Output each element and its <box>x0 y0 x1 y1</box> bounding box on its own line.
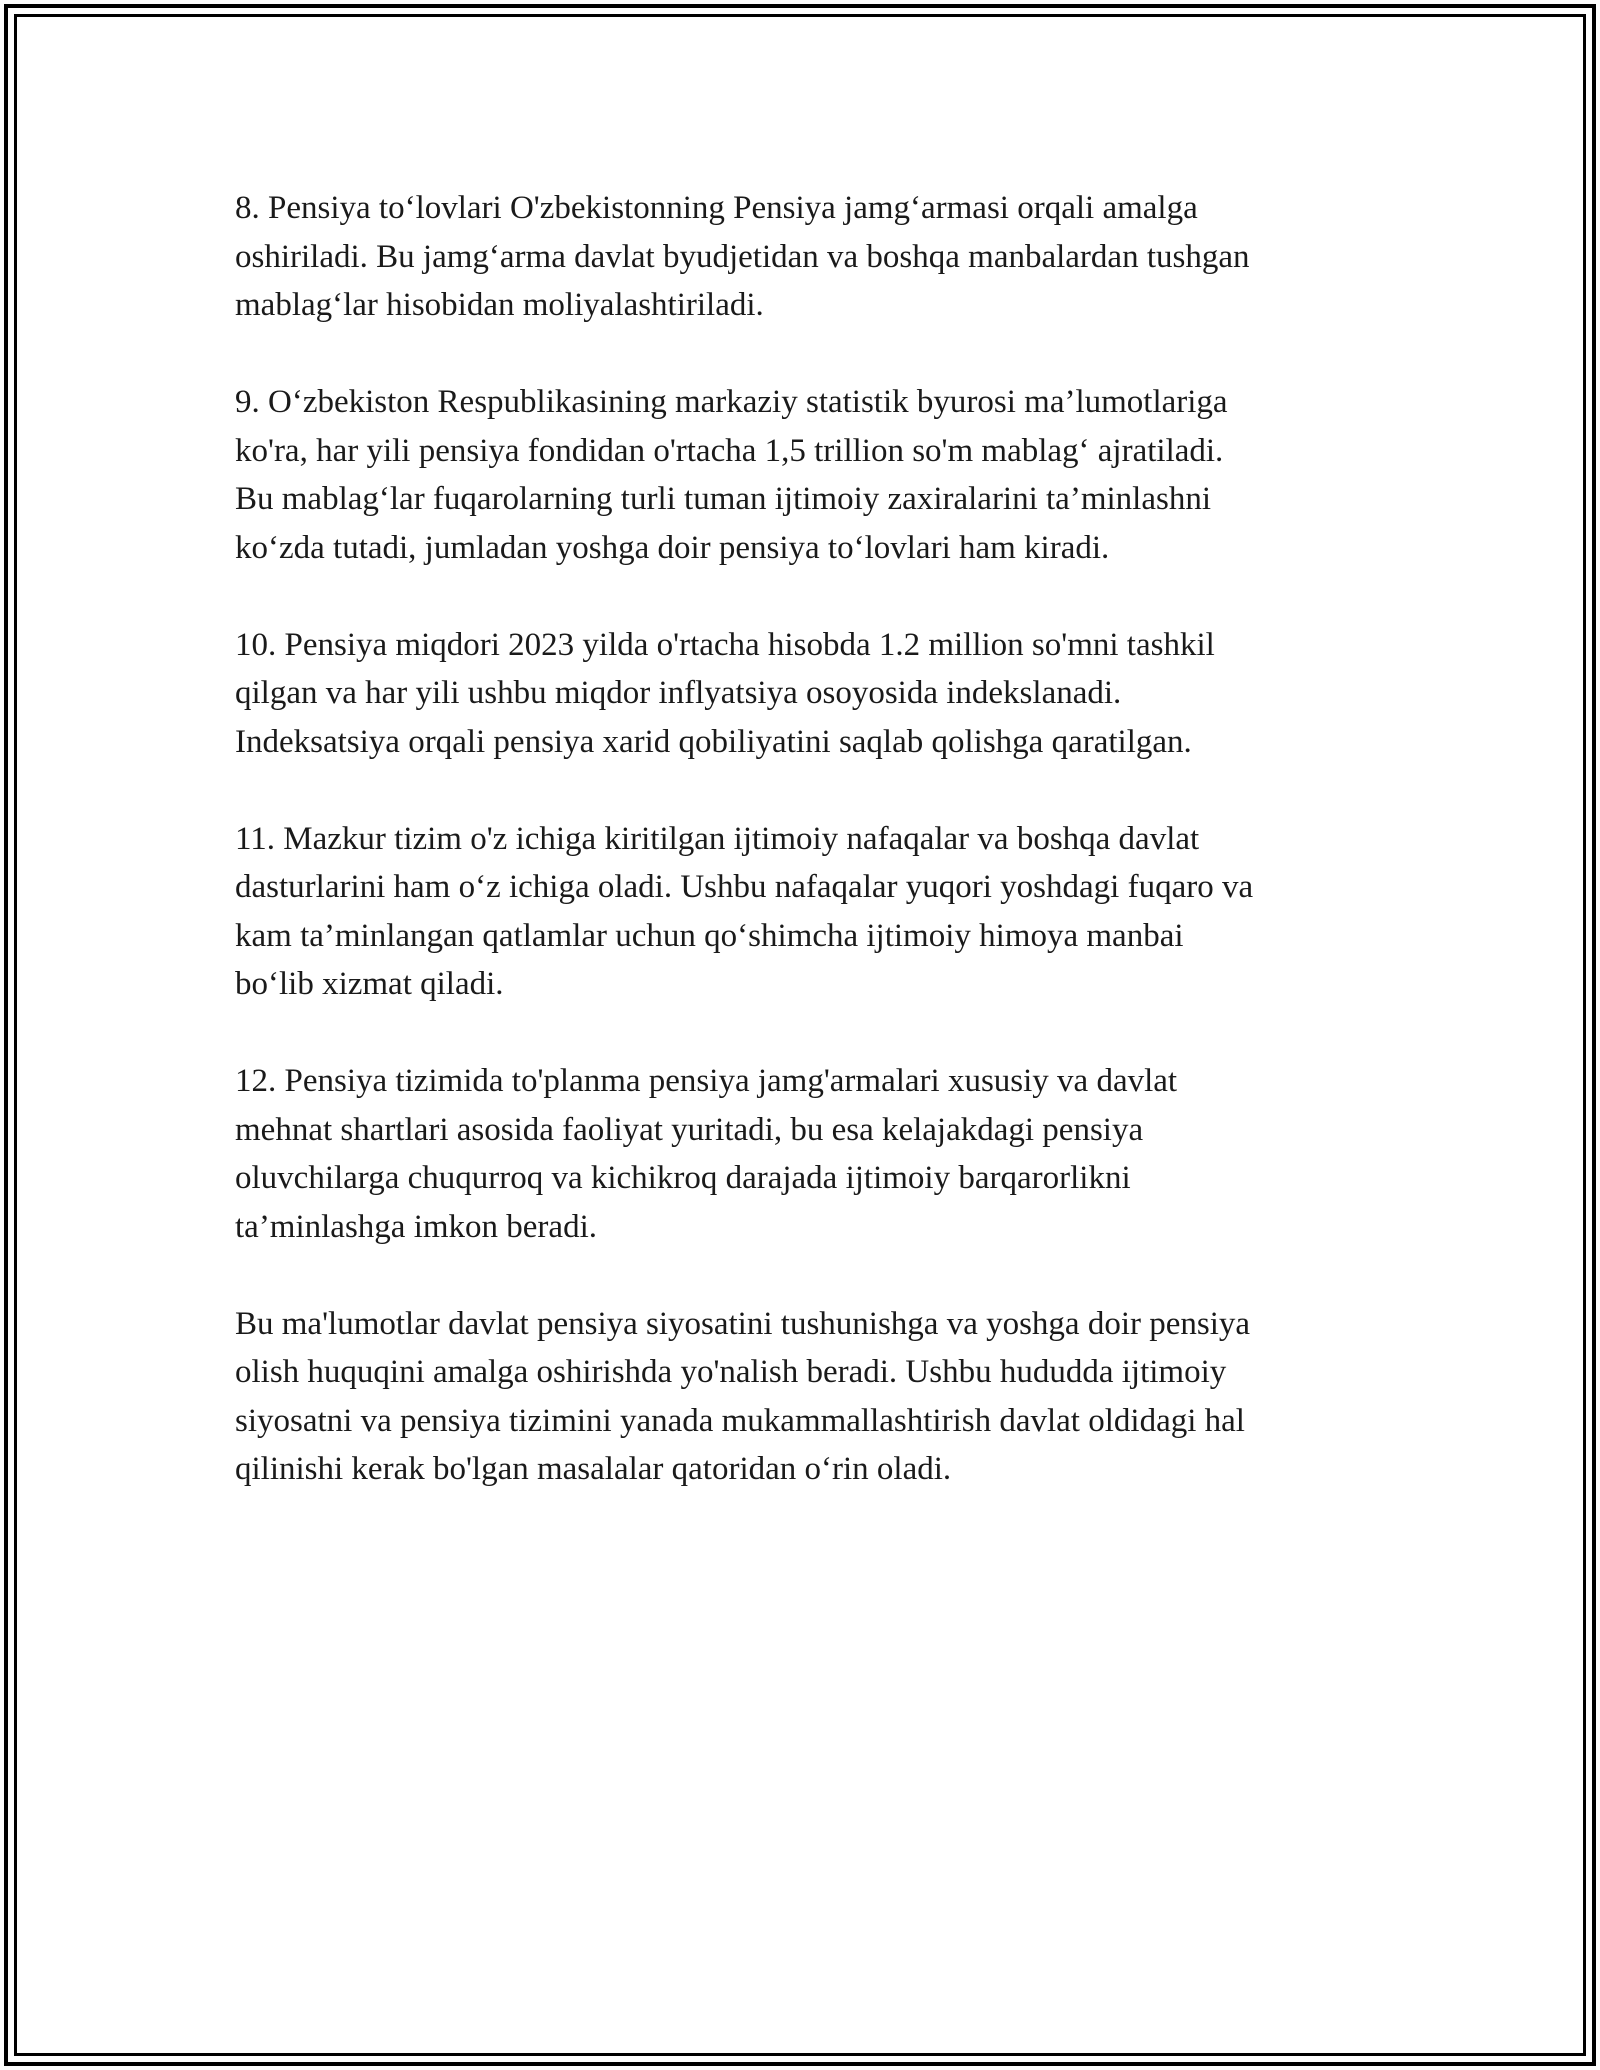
paragraph-10: 10. Pensiya miqdori 2023 yilda o'rtacha hisobda 1.2 million so'mni tashkil qilgan va har yili ushbu miqdor inflyatsiya osoyosida indekslanadi. Indeksatsiya orqali pensiya xarid qobiliyatini saqlab qolishga qaratilgan. <box>235 626 1215 760</box>
paragraph-8: 8. Pensiya to‘lovlari O'zbekistonning Pensiya jamg‘armasi orqali amalga oshiriladi. Bu jamg‘arma davlat byudjetidan va boshqa manbalardan tushgan mablag‘lar hisobidan moliyalashtiriladi. <box>235 190 1250 323</box>
paragraph-conclusion: Bu ma'lumotlar davlat pensiya siyosatini tushunishga va yoshga doir pensiya olish huquqini amalga oshirishda yo'nalish beradi. Ushbu hududda ijtimoiy siyosatni va pensiya tizimini yanada mukammallashtirish davlat oldidagi hal qilinishi kerak bo'lgan masalalar qatoridan o‘rin oladi. <box>235 1305 1251 1487</box>
paragraph-11: 11. Mazkur tizim o'z ichiga kiritilgan ijtimoiy nafaqalar va boshqa davlat dasturlarini ham o‘z ichiga oladi. Ushbu nafaqalar yuqori yoshdagi fuqaro va kam ta’minlangan qatlamlar uchun qo‘shimcha ijtimoiy himoya manbai bo‘lib xizmat qiladi. <box>235 820 1254 1002</box>
paragraph-9: 9. O‘zbekiston Respublikasining markaziy statistik byurosi ma’lumotlariga ko'ra, har yili pensiya fondidan o'rtacha 1,5 trillion so'm mablag‘ ajratiladi. Bu mablag‘lar fuqarolarning turli tuman ijtimoiy zaxiralarini ta’minlashni ko‘zda tutadi, jumladan yoshga doir pensiya to‘lovlari ham kiradi. <box>235 384 1228 566</box>
document-body <box>235 184 1375 1542</box>
paragraph-12: 12. Pensiya tizimida to'planma pensiya jamg'armalari xususiy va davlat mehnat shartlari asosida faoliyat yuritadi, bu esa kelajakdagi pensiya oluvchilarga chuqurroq va kichikroq darajada ijtimoiy barqarorlikni ta’minlashga imkon beradi. <box>235 1063 1178 1245</box>
